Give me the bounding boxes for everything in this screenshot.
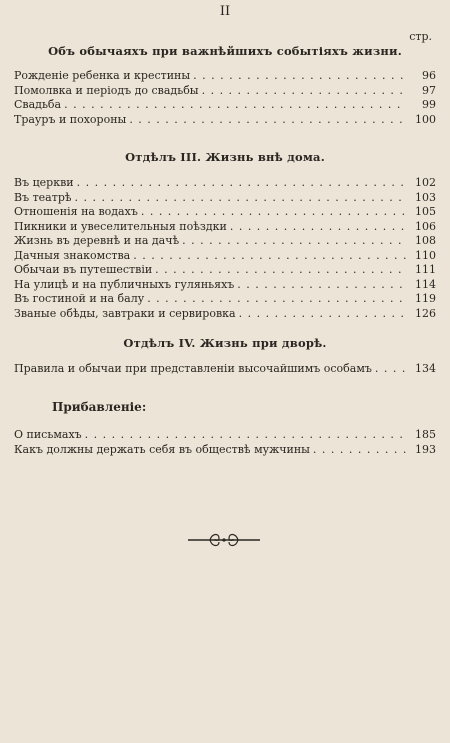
toc-entry bbox=[14, 84, 436, 99]
entry-page: 110 bbox=[415, 248, 436, 262]
entry-page: 119 bbox=[415, 292, 436, 305]
entry-page: 111 bbox=[415, 263, 436, 276]
toc-entry bbox=[14, 307, 436, 322]
entry-page: 106 bbox=[415, 219, 436, 233]
section-heading-appendix: Прибавленіе: bbox=[52, 400, 147, 414]
dot-leader bbox=[75, 191, 408, 206]
toc-entry bbox=[14, 98, 436, 113]
toc-list-appendix bbox=[14, 428, 436, 457]
entry-title: На улицѣ и на публичныхъ гуляньяхъ bbox=[14, 277, 235, 291]
toc-entry bbox=[14, 220, 436, 235]
dot-leader bbox=[237, 278, 407, 293]
entry-title: О письмахъ bbox=[14, 428, 82, 441]
toc-entry bbox=[14, 249, 436, 264]
toc-entry bbox=[14, 234, 436, 249]
dot-leader bbox=[77, 176, 407, 191]
dot-leader bbox=[141, 205, 407, 220]
toc-entry bbox=[14, 69, 436, 84]
entry-title: Рожденіе ребенка и крестины bbox=[14, 69, 191, 82]
toc-list-part-3 bbox=[14, 176, 436, 321]
entry-title: Званые обѣды, завтраки и сервировка bbox=[14, 306, 236, 320]
pages-column-label: стр. bbox=[409, 30, 432, 43]
entry-title: Пикники и увеселительныя поѣздки bbox=[14, 219, 227, 233]
toc-list-customs bbox=[14, 69, 436, 127]
dot-leader bbox=[375, 362, 407, 377]
entry-page: 134 bbox=[415, 362, 436, 375]
toc-entry bbox=[14, 191, 436, 206]
dot-leader bbox=[193, 69, 407, 84]
ornament-divider-icon bbox=[186, 530, 262, 550]
dot-leader bbox=[155, 263, 407, 278]
section-heading-part-4: Отдѣлъ IV. Жизнь при дворѣ. bbox=[123, 336, 327, 350]
dot-leader bbox=[239, 307, 407, 322]
toc-entry bbox=[14, 176, 436, 191]
entry-page: 103 bbox=[415, 190, 436, 204]
toc-entry bbox=[14, 428, 436, 443]
dot-leader bbox=[133, 249, 407, 264]
section-heading-part-3: Отдѣлъ III. Жизнь внѣ дома. bbox=[125, 150, 325, 164]
entry-page: 97 bbox=[422, 83, 436, 97]
toc-list-part-4 bbox=[14, 362, 436, 377]
dot-leader bbox=[129, 113, 407, 128]
entry-page: 99 bbox=[422, 98, 436, 111]
dot-leader bbox=[230, 220, 407, 235]
dot-leader bbox=[313, 443, 407, 458]
entry-title: Помолвка и періодъ до свадьбы bbox=[14, 83, 199, 97]
entry-title: Отношенія на водахъ bbox=[14, 205, 138, 218]
entry-page: 126 bbox=[415, 306, 436, 320]
entry-page: 193 bbox=[415, 442, 436, 456]
entry-title: Въ гостиной и на балу bbox=[14, 292, 145, 305]
dot-leader bbox=[147, 292, 407, 307]
toc-entry bbox=[14, 443, 436, 458]
entry-page: 105 bbox=[415, 205, 436, 218]
toc-entry bbox=[14, 292, 436, 307]
toc-entry bbox=[14, 113, 436, 128]
entry-page: 100 bbox=[415, 112, 436, 126]
section-heading-customs: Объ обычаяхъ при важнѣйшихъ событіяхъ жизни. bbox=[48, 44, 402, 58]
entry-page: 102 bbox=[415, 176, 436, 189]
entry-page: 114 bbox=[415, 277, 436, 291]
entry-title: Трауръ и похороны bbox=[14, 112, 127, 126]
entry-title: Въ церкви bbox=[14, 176, 74, 189]
entry-title: Въ театрѣ bbox=[14, 190, 72, 204]
dot-leader bbox=[202, 84, 407, 99]
toc-entry bbox=[14, 205, 436, 220]
entry-title: Свадьба bbox=[14, 98, 62, 111]
entry-title: Какъ должны держать себя въ обществѣ мужчины bbox=[14, 442, 310, 456]
entry-title: Дачныя знакомства bbox=[14, 248, 131, 262]
dot-leader bbox=[85, 428, 407, 443]
dot-leader bbox=[64, 98, 407, 113]
entry-title: Обычаи въ путешествіи bbox=[14, 263, 153, 276]
toc-entry bbox=[14, 362, 436, 377]
entry-title: Правила и обычаи при представленіи высочайшимъ особамъ bbox=[14, 362, 372, 375]
toc-entry bbox=[14, 263, 436, 278]
entry-page: 108 bbox=[415, 234, 436, 247]
entry-page: 185 bbox=[415, 428, 436, 441]
page-number: II bbox=[219, 4, 231, 19]
dot-leader bbox=[182, 234, 407, 249]
toc-entry bbox=[14, 278, 436, 293]
entry-title: Жизнь въ деревнѣ и на дачѣ bbox=[14, 234, 180, 247]
entry-page: 96 bbox=[422, 69, 436, 82]
